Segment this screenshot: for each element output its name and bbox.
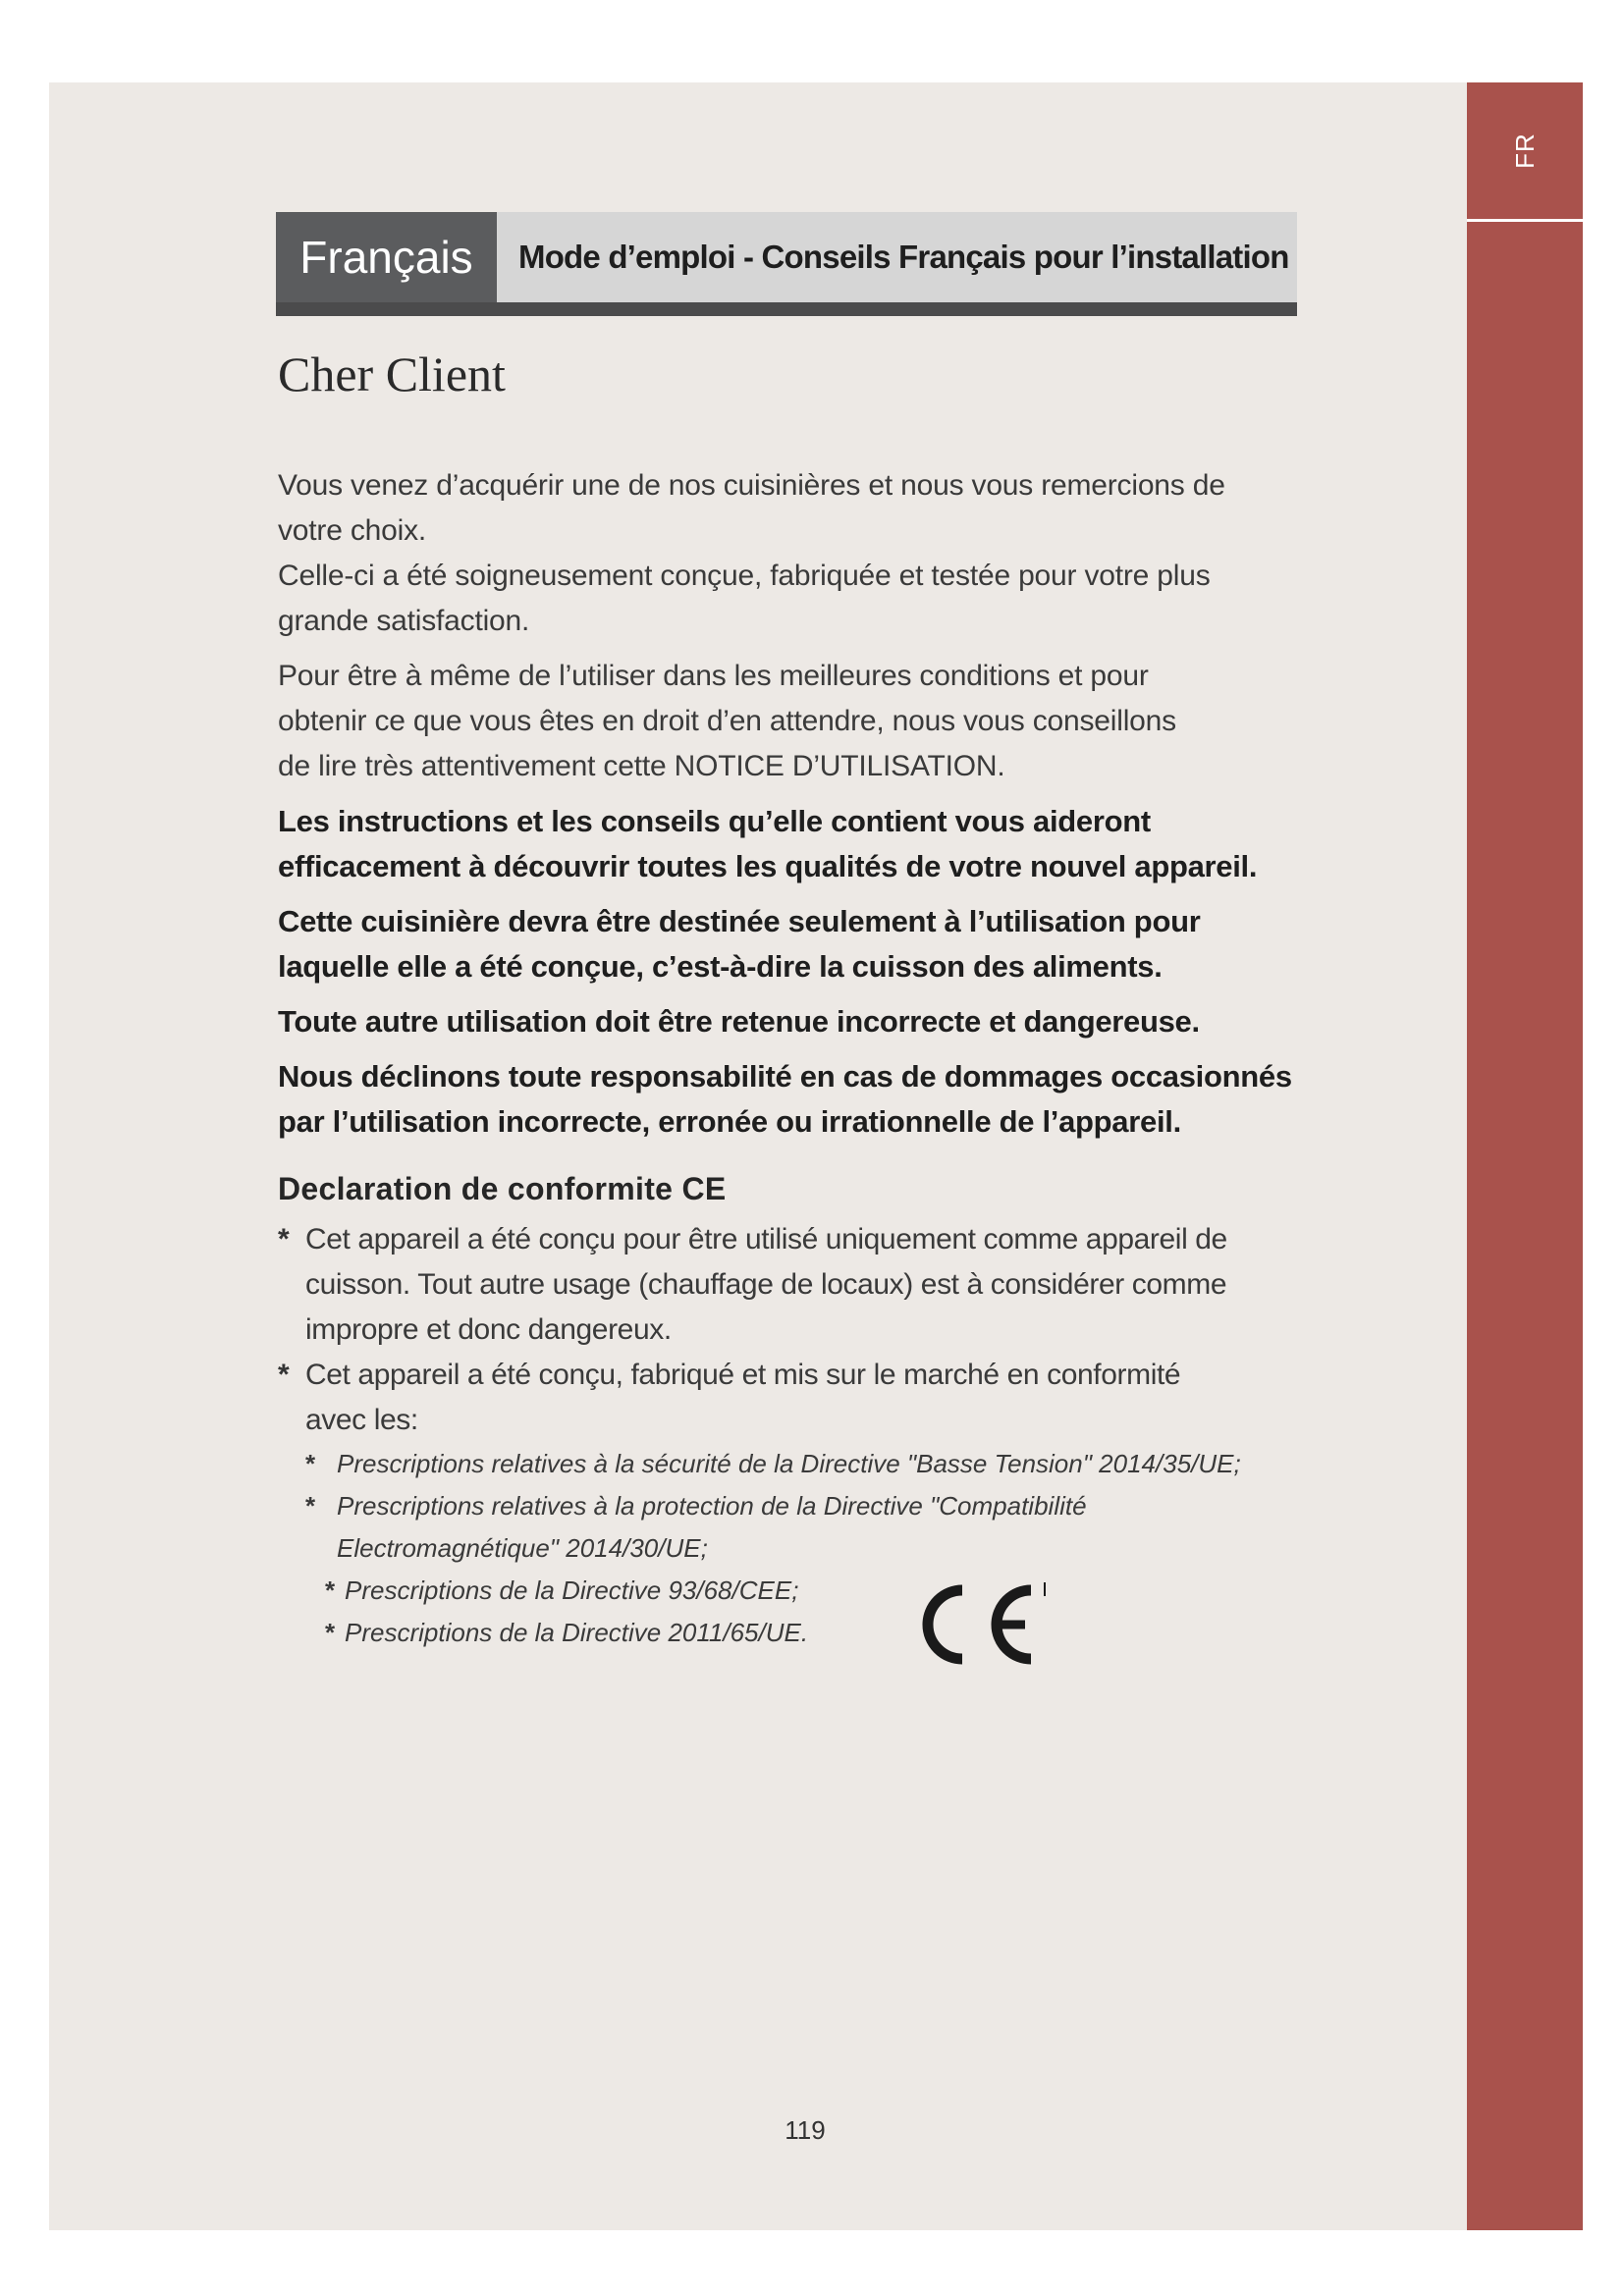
text-line: obtenir ce que vous êtes en droit d’en attendre, nous vous conseillons bbox=[278, 705, 1176, 737]
text-line: grande satisfaction. bbox=[278, 605, 530, 637]
text-line: Vous venez d’acquérir une de nos cuisinières et nous vous remercions de bbox=[278, 469, 1225, 502]
bullet-star: * bbox=[305, 1449, 316, 1478]
text-line: Prescriptions relatives à la sécurité de la Directive "Basse Tension" 2014/35/UE; bbox=[337, 1449, 1241, 1478]
side-color-band bbox=[1467, 82, 1583, 2230]
text-line: Prescriptions de la Directive 93/68/CEE; bbox=[345, 1575, 799, 1605]
bullet-star: * bbox=[305, 1491, 316, 1521]
text-line: votre choix. bbox=[278, 514, 426, 547]
directive-item bbox=[278, 1612, 1309, 1654]
ce-mark-logo bbox=[901, 1569, 1049, 1677]
text-line: Toute autre utilisation doit être retenue incorrecte et dangereuse. bbox=[278, 1004, 1200, 1039]
text-line: de lire très attentivement cette NOTICE D’UTILISATION. bbox=[278, 750, 1005, 782]
bullet-star: * bbox=[278, 1223, 290, 1255]
intro-paragraph bbox=[278, 463, 1309, 644]
text-line: Cet appareil a été conçu pour être utilisé uniquement comme appareil de bbox=[305, 1223, 1227, 1255]
bold-paragraph-liability bbox=[278, 1054, 1309, 1145]
bold-paragraph-instructions bbox=[278, 799, 1309, 889]
directive-item bbox=[278, 1443, 1309, 1485]
document-body bbox=[278, 463, 1309, 1654]
text-line: avec les: bbox=[305, 1404, 418, 1436]
page-number: 119 bbox=[785, 2115, 826, 2145]
text-line: Prescriptions de la Directive 2011/65/UE. bbox=[345, 1618, 809, 1647]
section-header bbox=[276, 212, 1297, 316]
text-line: par l’utilisation incorrecte, erronée ou irrationnelle de l’appareil. bbox=[278, 1104, 1181, 1139]
bullet-star: * bbox=[325, 1618, 336, 1647]
declaration-bullet bbox=[278, 1353, 1309, 1443]
text-line: Cet appareil a été conçu, fabriqué et mis sur le marché en conformité bbox=[305, 1359, 1181, 1391]
declaration-heading: Declaration de conformite CE bbox=[278, 1171, 727, 1206]
directive-item bbox=[278, 1485, 1309, 1570]
bold-paragraph-warning bbox=[278, 999, 1309, 1044]
text-line: Nous déclinons toute responsabilité en cas de dommages occasionnés bbox=[278, 1059, 1292, 1094]
bullet-star: * bbox=[325, 1575, 336, 1605]
text-line: Les instructions et les conseils qu’elle contient vous aideront bbox=[278, 804, 1151, 838]
text-line: impropre et donc dangereux. bbox=[305, 1313, 672, 1346]
text-line: laquelle elle a été conçue, c’est-à-dire la cuisson des aliments. bbox=[278, 949, 1163, 984]
header-language: Français bbox=[276, 212, 497, 302]
header-title: Mode d’emploi - Conseils Français pour l’installation bbox=[497, 212, 1297, 302]
language-side-tab bbox=[1467, 82, 1583, 222]
text-line: Prescriptions relatives à la protection de la Directive "Compatibilité bbox=[337, 1491, 1087, 1521]
ce-mark-c bbox=[928, 1590, 962, 1659]
text-line: Electromagnétique" 2014/30/UE; bbox=[337, 1533, 708, 1563]
notice-paragraph bbox=[278, 654, 1309, 789]
text-line: efficacement à découvrir toutes les qualités de votre nouvel appareil. bbox=[278, 849, 1258, 883]
text-line: Celle-ci a été soigneusement conçue, fabriquée et testée pour votre plus bbox=[278, 560, 1211, 592]
language-side-tab-label: FR bbox=[1509, 133, 1540, 169]
bold-paragraph-usage bbox=[278, 899, 1309, 989]
greeting-heading: Cher Client bbox=[278, 347, 506, 401]
directive-item bbox=[278, 1570, 1309, 1612]
text-line: Pour être à même de l’utiliser dans les meilleures conditions et pour bbox=[278, 660, 1149, 692]
text-line: cuisson. Tout autre usage (chauffage de locaux) est à considérer comme bbox=[305, 1268, 1227, 1301]
declaration-bullet bbox=[278, 1217, 1309, 1353]
bullet-star: * bbox=[278, 1359, 290, 1391]
text-line: Cette cuisinière devra être destinée seulement à l’utilisation pour bbox=[278, 904, 1201, 938]
